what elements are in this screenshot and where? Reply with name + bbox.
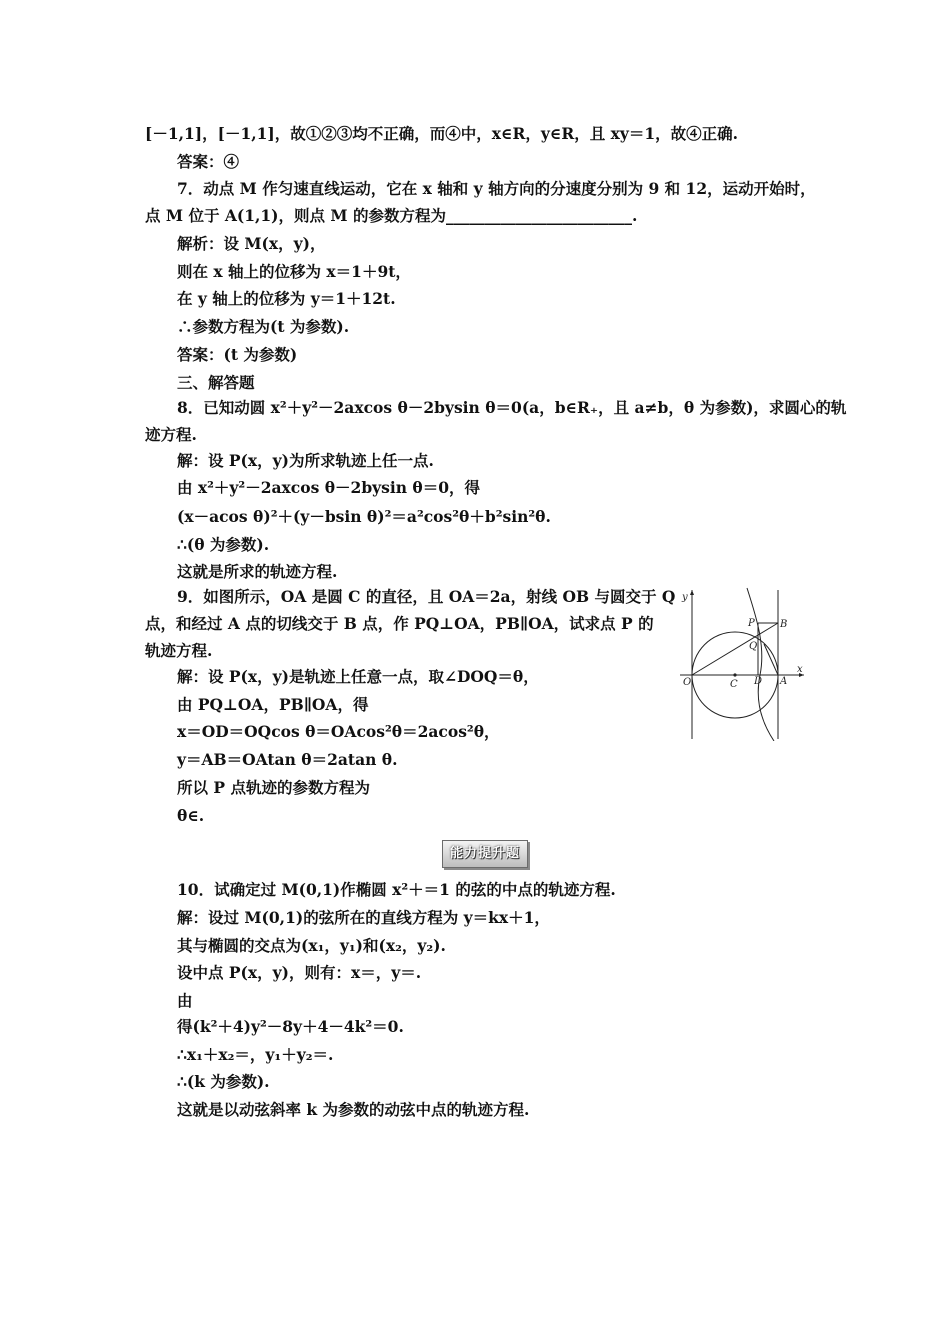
ability-section-badge: 能力提升题: [442, 840, 528, 868]
problem-7-text: 点 M 位于 A(1,1)，则点 M 的参数方程为________________________.: [145, 206, 638, 225]
solution-line: y＝AB＝OAtan θ＝2atan θ.: [177, 750, 398, 769]
label-p: P: [748, 618, 755, 629]
solution-line: ∴(k 为参数).: [177, 1072, 270, 1091]
solution-line: 这就是以动弦斜率 k 为参数的动弦中点的轨迹方程.: [177, 1100, 530, 1119]
solution-line: 得(k²＋4)y²－8y＋4－4k²＝0.: [177, 1017, 404, 1036]
label-a: A: [780, 676, 788, 687]
solution-line: ∴x₁＋x₂＝，y₁＋y₂＝.: [177, 1045, 334, 1064]
solution-line: ∴(θ 为参数).: [177, 535, 270, 554]
answer-line: 答案：(t 为参数): [177, 345, 298, 364]
label-x: x: [797, 664, 803, 675]
solution-line: 解：设过 M(0,1)的弦所在的直线方程为 y＝kx＋1，: [177, 908, 550, 927]
solution-line: 设中点 P(x，y)，则有：x＝，y＝.: [177, 963, 422, 982]
solution-line: (x－acos θ)²＋(y－bsin θ)²＝a²cos²θ＋b²sin²θ.: [177, 507, 551, 526]
problem-9-text: 轨迹方程.: [145, 641, 213, 660]
geometry-figure: [676, 586, 810, 741]
solution-line: ∴参数方程为(t 为参数).: [177, 317, 350, 336]
solution-line: θ∈.: [177, 806, 205, 825]
solution-line: 由: [177, 991, 193, 1010]
label-c: C: [730, 679, 738, 690]
solution-line: 其与椭圆的交点为(x₁，y₁)和(x₂，y₂).: [177, 936, 446, 955]
problem-9-text: 9．如图所示，OA 是圆 C 的直径，且 OA＝2a，射线 OB 与圆交于 Q: [177, 587, 676, 606]
label-y: y: [682, 592, 688, 603]
problem-7-text: 7．动点 M 作匀速直线运动，它在 x 轴和 y 轴方向的分速度分别为 9 和 12，运动开始时，: [177, 179, 816, 198]
ray-ob: [692, 623, 778, 675]
solution-line: 解：设 P(x，y)为所求轨迹上任一点.: [177, 451, 434, 470]
solution-line: 则在 x 轴上的位移为 x＝1＋9t，: [177, 262, 411, 281]
text-line: [－1,1]，[－1,1]，故①②③均不正确，而④中，x∈R，y∈R，且 xy＝1，故④正确.: [145, 124, 739, 143]
problem-8-text: 8．已知动圆 x²＋y²－2axcos θ－2bysin θ＝0(a，b∈R₊，且 a≠b，θ 为参数)，求圆心的轨: [177, 398, 847, 417]
solution-line: x＝OD＝OQcos θ＝OAcos²θ＝2acos²θ，: [177, 722, 500, 741]
solution-line: 解：设 P(x，y)是轨迹上任意一点，取∠DOQ＝θ，: [177, 667, 539, 686]
segment-aq: [764, 644, 778, 675]
solution-line: 这就是所求的轨迹方程.: [177, 562, 338, 581]
center-point: [733, 673, 736, 676]
label-b: B: [780, 619, 788, 630]
section-heading: 三、解答题: [177, 373, 255, 392]
solution-line: 在 y 轴上的位移为 y＝1＋12t.: [177, 289, 396, 308]
solution-line: 解析：设 M(x，y)，: [177, 234, 326, 253]
problem-9-text: 点，和经过 A 点的切线交于 B 点，作 PQ⊥OA，PB∥OA，试求点 P 的: [145, 614, 654, 633]
problem-8-text: 迹方程.: [145, 425, 197, 444]
label-d: D: [754, 676, 763, 687]
problem-10-text: 10．试确定过 M(0,1)作椭圆 x²＋＝1 的弦的中点的轨迹方程.: [177, 880, 616, 899]
label-o: O: [683, 677, 692, 688]
locus-curve: [747, 588, 774, 741]
y-arrow-icon: [690, 590, 694, 595]
solution-line: 由 PQ⊥OA，PB∥OA，得: [177, 695, 369, 714]
label-q: Q: [749, 641, 758, 652]
solution-line: 由 x²＋y²－2axcos θ－2bysin θ＝0，得: [177, 478, 481, 497]
solution-line: 所以 P 点轨迹的参数方程为: [177, 778, 370, 797]
answer-line: 答案：④: [177, 152, 240, 171]
